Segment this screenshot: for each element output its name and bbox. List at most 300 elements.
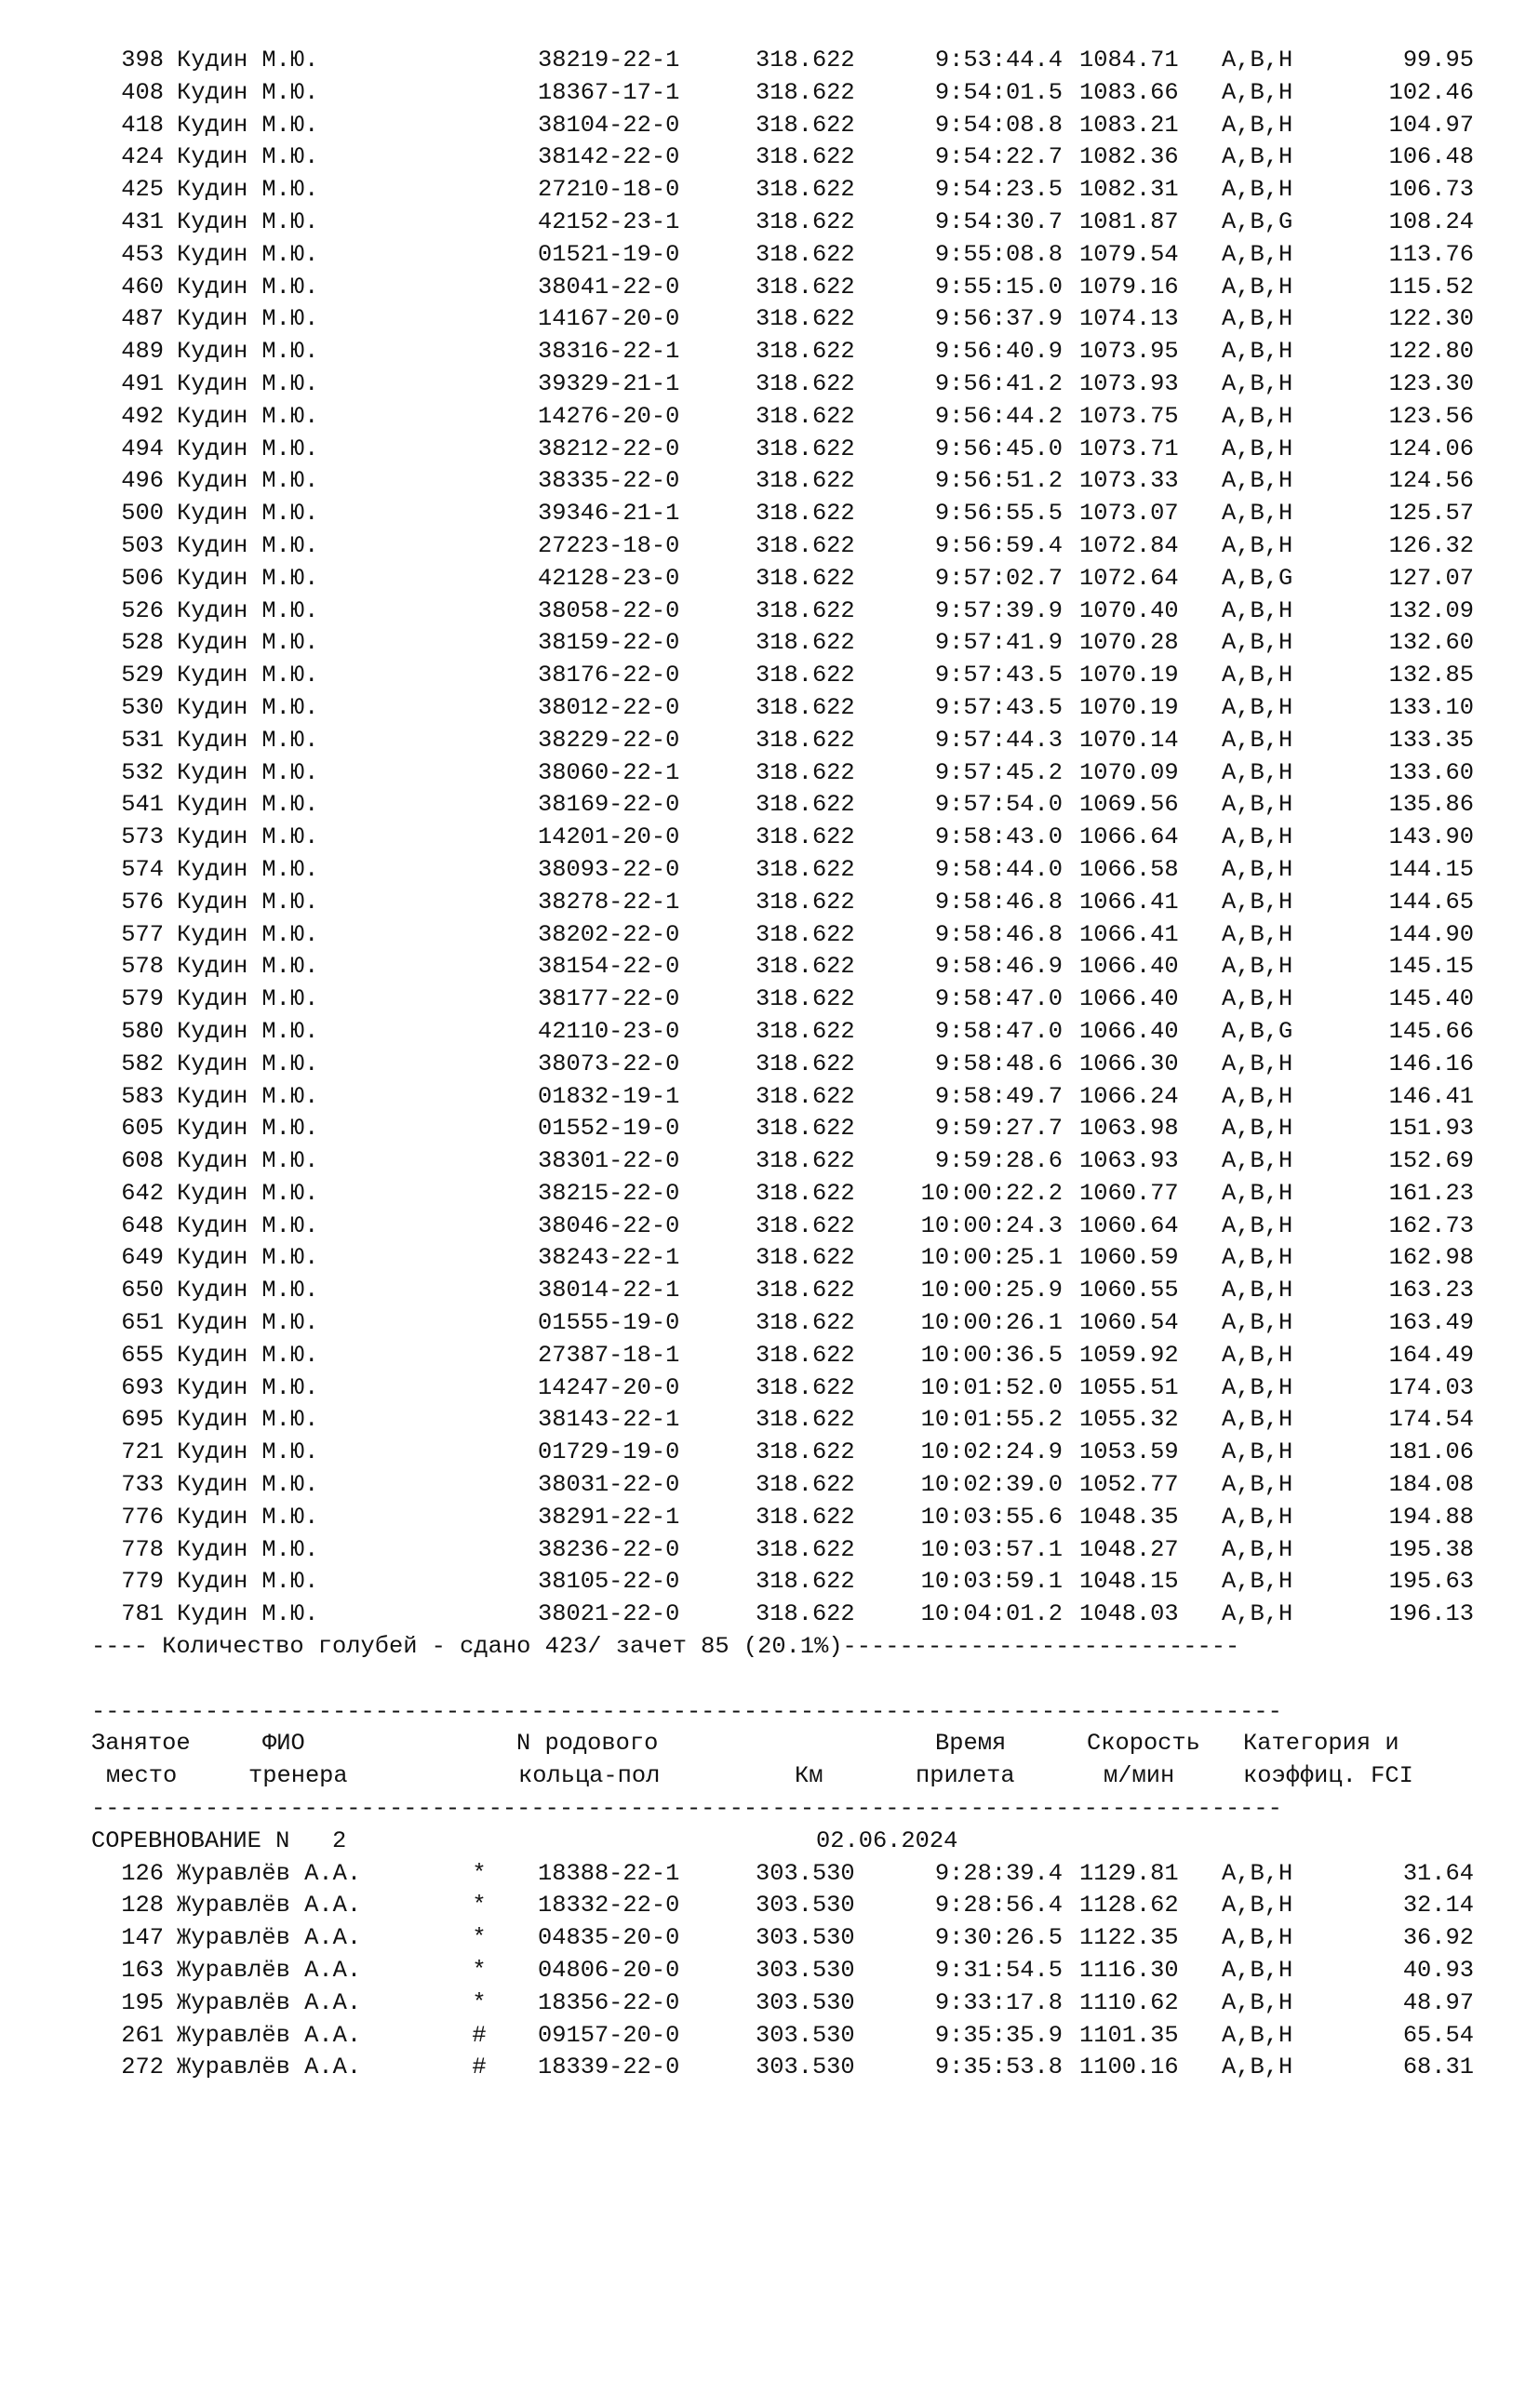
trainer-name-cell: Кудин М.Ю.: [177, 369, 319, 397]
ring-cell: 38041-22-0: [538, 273, 680, 301]
place-cell: 487: [121, 305, 164, 333]
result-row: [0, 368, 1539, 401]
fci-coef-cell: 123.30: [1388, 369, 1474, 397]
km-cell: 318.622: [756, 1471, 855, 1499]
results-group-zhuravlev: [0, 1858, 1539, 2085]
km-cell: 318.622: [756, 78, 855, 106]
result-row: [0, 660, 1539, 692]
category-cell: A,B,H: [1222, 726, 1293, 754]
ring-cell: 38316-22-1: [538, 338, 680, 366]
result-row: [0, 692, 1539, 725]
arrival-time-cell: 10:00:24.3: [920, 1211, 1063, 1239]
arrival-time-cell: 9:59:28.6: [934, 1147, 1063, 1175]
ring-cell: 04806-20-0: [538, 1957, 680, 1985]
km-cell: 318.622: [756, 693, 855, 721]
category-cell: A,B,H: [1222, 693, 1293, 721]
place-cell: 195: [121, 1988, 164, 2016]
fci-coef-cell: 102.46: [1388, 78, 1474, 106]
km-cell: 318.622: [756, 500, 855, 528]
ring-cell: 18332-22-0: [538, 1892, 680, 1920]
place-cell: 721: [121, 1438, 164, 1466]
category-cell: A,B,H: [1222, 1503, 1293, 1531]
km-cell: 318.622: [756, 920, 855, 948]
category-cell: A,B,H: [1222, 1373, 1293, 1401]
km-cell: 303.530: [756, 1859, 855, 1887]
category-cell: A,B,H: [1222, 1892, 1293, 1920]
trainer-name-cell: Кудин М.Ю.: [177, 1082, 319, 1110]
fci-coef-cell: 65.54: [1402, 2021, 1474, 2049]
col-time-header-2: прилета: [916, 1762, 1015, 1790]
speed-cell: 1079.16: [1079, 273, 1179, 301]
trainer-name-cell: Кудин М.Ю.: [177, 1438, 319, 1466]
km-cell: 318.622: [756, 726, 855, 754]
ring-cell: 38058-22-0: [538, 596, 680, 624]
result-row: [0, 1469, 1539, 1502]
trainer-name-cell: Кудин М.Ю.: [177, 791, 319, 819]
trainer-name-cell: Кудин М.Ю.: [177, 435, 319, 462]
result-row: [0, 207, 1539, 239]
fci-coef-cell: 48.97: [1402, 1988, 1474, 2016]
arrival-time-cell: 9:33:17.8: [934, 1988, 1063, 2016]
fci-coef-cell: 132.85: [1388, 662, 1474, 689]
fci-coef-cell: 145.66: [1388, 1017, 1474, 1045]
arrival-time-cell: 9:58:48.6: [934, 1050, 1063, 1077]
ring-cell: 01729-19-0: [538, 1438, 680, 1466]
ring-cell: 38229-22-0: [538, 726, 680, 754]
fci-coef-cell: 126.32: [1388, 531, 1474, 559]
ring-cell: 27210-18-0: [538, 176, 680, 204]
trainer-name-cell: Кудин М.Ю.: [177, 240, 319, 268]
result-row: [0, 757, 1539, 790]
result-row: [0, 1566, 1539, 1599]
place-cell: 460: [121, 273, 164, 301]
arrival-time-cell: 9:58:47.0: [934, 985, 1063, 1013]
result-row: [0, 2020, 1539, 2053]
arrival-time-cell: 9:31:54.5: [934, 1957, 1063, 1985]
place-cell: 128: [121, 1892, 164, 1920]
speed-cell: 1073.71: [1079, 435, 1179, 462]
speed-cell: 1074.13: [1079, 305, 1179, 333]
fci-coef-cell: 108.24: [1388, 207, 1474, 235]
km-cell: 318.622: [756, 240, 855, 268]
result-row: [0, 498, 1539, 530]
km-cell: 318.622: [756, 1406, 855, 1434]
trainer-name-cell: Кудин М.Ю.: [177, 1341, 319, 1369]
category-cell: A,B,H: [1222, 1082, 1293, 1110]
fci-coef-cell: 32.14: [1402, 1892, 1474, 1920]
fci-coef-cell: 145.40: [1388, 985, 1474, 1013]
km-cell: 318.622: [756, 176, 855, 204]
km-cell: 318.622: [756, 1373, 855, 1401]
arrival-time-cell: 9:35:53.8: [934, 2053, 1063, 2081]
trainer-name-cell: Кудин М.Ю.: [177, 338, 319, 366]
result-row: [0, 1145, 1539, 1178]
km-cell: 318.622: [756, 823, 855, 851]
km-cell: 318.622: [756, 273, 855, 301]
trainer-name-cell: Кудин М.Ю.: [177, 1373, 319, 1401]
ring-cell: 38291-22-1: [538, 1503, 680, 1531]
fci-coef-cell: 164.49: [1388, 1341, 1474, 1369]
trainer-name-cell: Кудин М.Ю.: [177, 1406, 319, 1434]
result-row: [0, 919, 1539, 952]
km-cell: 318.622: [756, 1082, 855, 1110]
place-cell: 126: [121, 1859, 164, 1887]
trainer-name-cell: Кудин М.Ю.: [177, 1244, 319, 1272]
speed-cell: 1066.40: [1079, 953, 1179, 981]
km-cell: 318.622: [756, 305, 855, 333]
category-cell: A,B,H: [1222, 467, 1293, 495]
result-row: [0, 1890, 1539, 1922]
category-cell: A,B,H: [1222, 1244, 1293, 1272]
category-cell: A,B,H: [1222, 273, 1293, 301]
arrival-time-cell: 9:54:30.7: [934, 207, 1063, 235]
place-cell: 605: [121, 1115, 164, 1143]
mark-cell: *: [472, 1924, 487, 1952]
place-cell: 418: [121, 111, 164, 139]
speed-cell: 1055.32: [1079, 1406, 1179, 1434]
arrival-time-cell: 9:56:55.5: [934, 500, 1063, 528]
speed-cell: 1073.95: [1079, 338, 1179, 366]
trainer-name-cell: Кудин М.Ю.: [177, 1050, 319, 1077]
fci-coef-cell: 163.23: [1388, 1277, 1474, 1304]
category-cell: A,B,H: [1222, 953, 1293, 981]
trainer-name-cell: Журавлёв А.А.: [177, 1924, 362, 1952]
col-place-header-2: место: [106, 1762, 178, 1790]
speed-cell: 1052.77: [1079, 1471, 1179, 1499]
col-name-header-2: тренера: [248, 1762, 348, 1790]
fci-coef-cell: 125.57: [1388, 500, 1474, 528]
trainer-name-cell: Кудин М.Ю.: [177, 1147, 319, 1175]
category-cell: A,B,H: [1222, 1471, 1293, 1499]
result-row: [0, 1372, 1539, 1405]
arrival-time-cell: 10:00:22.2: [920, 1179, 1063, 1207]
arrival-time-cell: 9:58:46.9: [934, 953, 1063, 981]
trainer-name-cell: Кудин М.Ю.: [177, 758, 319, 786]
trainer-name-cell: Кудин М.Ю.: [177, 726, 319, 754]
trainer-name-cell: Кудин М.Ю.: [177, 1017, 319, 1045]
ring-cell: 38142-22-0: [538, 143, 680, 171]
arrival-time-cell: 9:57:41.9: [934, 629, 1063, 657]
result-row: [0, 887, 1539, 919]
fci-coef-cell: 106.48: [1388, 143, 1474, 171]
fci-coef-cell: 195.38: [1388, 1535, 1474, 1563]
col-place-header-1: Занятое: [91, 1730, 191, 1758]
category-cell: A,B,H: [1222, 758, 1293, 786]
ring-cell: 27223-18-0: [538, 531, 680, 559]
fci-coef-cell: 195.63: [1388, 1568, 1474, 1596]
arrival-time-cell: 9:54:22.7: [934, 143, 1063, 171]
speed-cell: 1060.77: [1079, 1179, 1179, 1207]
speed-cell: 1129.81: [1079, 1859, 1179, 1887]
trainer-name-cell: Журавлёв А.А.: [177, 1892, 362, 1920]
trainer-name-cell: Кудин М.Ю.: [177, 693, 319, 721]
arrival-time-cell: 10:00:25.9: [920, 1277, 1063, 1304]
ring-cell: 38212-22-0: [538, 435, 680, 462]
place-cell: 424: [121, 143, 164, 171]
category-cell: A,B,H: [1222, 78, 1293, 106]
speed-cell: 1083.66: [1079, 78, 1179, 106]
result-row: [0, 1955, 1539, 1987]
arrival-time-cell: 10:00:26.1: [920, 1309, 1063, 1337]
result-row: [0, 434, 1539, 466]
category-cell: A,B,H: [1222, 920, 1293, 948]
fci-coef-cell: 132.60: [1388, 629, 1474, 657]
category-cell: A,B,H: [1222, 338, 1293, 366]
speed-cell: 1110.62: [1079, 1988, 1179, 2016]
ring-cell: 38215-22-0: [538, 1179, 680, 1207]
trainer-name-cell: Кудин М.Ю.: [177, 1179, 319, 1207]
speed-cell: 1070.28: [1079, 629, 1179, 657]
col-ring-header-1: N родового: [516, 1730, 659, 1758]
place-cell: 408: [121, 78, 164, 106]
col-cat-header-1: Категория и: [1243, 1730, 1399, 1758]
ring-cell: 18388-22-1: [538, 1859, 680, 1887]
result-row: [0, 627, 1539, 660]
result-row: [0, 1340, 1539, 1372]
arrival-time-cell: 9:56:45.0: [934, 435, 1063, 462]
fci-coef-cell: 162.98: [1388, 1244, 1474, 1272]
speed-cell: 1070.40: [1079, 596, 1179, 624]
speed-cell: 1083.21: [1079, 111, 1179, 139]
result-row: [0, 725, 1539, 757]
category-cell: A,B,H: [1222, 1277, 1293, 1304]
trainer-name-cell: Кудин М.Ю.: [177, 920, 319, 948]
arrival-time-cell: 9:57:39.9: [934, 596, 1063, 624]
results-sheet: [0, 45, 1539, 2084]
place-cell: 261: [121, 2021, 164, 2049]
mark-cell: #: [472, 2021, 487, 2049]
trainer-name-cell: Кудин М.Ю.: [177, 1115, 319, 1143]
arrival-time-cell: 9:56:40.9: [934, 338, 1063, 366]
result-row: [0, 110, 1539, 142]
km-cell: 318.622: [756, 1309, 855, 1337]
speed-cell: 1048.03: [1079, 1600, 1179, 1628]
ring-cell: 38105-22-0: [538, 1568, 680, 1596]
speed-cell: 1066.40: [1079, 1017, 1179, 1045]
place-cell: 649: [121, 1244, 164, 1272]
speed-cell: 1048.27: [1079, 1535, 1179, 1563]
mark-cell: *: [472, 1988, 487, 2016]
place-cell: 398: [121, 47, 164, 74]
result-row: [0, 141, 1539, 174]
ring-cell: 38021-22-0: [538, 1600, 680, 1628]
fci-coef-cell: 124.56: [1388, 467, 1474, 495]
speed-cell: 1066.64: [1079, 823, 1179, 851]
trainer-name-cell: Кудин М.Ю.: [177, 1471, 319, 1499]
fci-coef-cell: 133.60: [1388, 758, 1474, 786]
ring-cell: 38301-22-0: [538, 1147, 680, 1175]
fci-coef-cell: 127.07: [1388, 564, 1474, 592]
trainer-name-cell: Кудин М.Ю.: [177, 1277, 319, 1304]
place-cell: 532: [121, 758, 164, 786]
ring-cell: 18339-22-0: [538, 2053, 680, 2081]
speed-cell: 1116.30: [1079, 1957, 1179, 1985]
result-row: [0, 1081, 1539, 1114]
km-cell: 318.622: [756, 402, 855, 430]
km-cell: 318.622: [756, 1438, 855, 1466]
col-name-header-1: ФИО: [262, 1730, 305, 1758]
arrival-time-cell: 9:57:43.5: [934, 693, 1063, 721]
km-cell: 318.622: [756, 629, 855, 657]
place-cell: 425: [121, 176, 164, 204]
arrival-time-cell: 10:00:25.1: [920, 1244, 1063, 1272]
trainer-name-cell: Кудин М.Ю.: [177, 1568, 319, 1596]
category-cell: A,B,H: [1222, 823, 1293, 851]
col-ring-header-2: кольца-пол: [518, 1762, 661, 1790]
arrival-time-cell: 9:59:27.7: [934, 1115, 1063, 1143]
category-cell: A,B,H: [1222, 176, 1293, 204]
arrival-time-cell: 9:58:43.0: [934, 823, 1063, 851]
ring-cell: 38031-22-0: [538, 1471, 680, 1499]
header-rule-top: [0, 1696, 1539, 1729]
fci-coef-cell: 31.64: [1402, 1859, 1474, 1887]
speed-cell: 1053.59: [1079, 1438, 1179, 1466]
km-cell: 303.530: [756, 1957, 855, 1985]
place-cell: 776: [121, 1503, 164, 1531]
ring-cell: 42152-23-1: [538, 207, 680, 235]
fci-coef-cell: 124.06: [1388, 435, 1474, 462]
arrival-time-cell: 10:00:36.5: [920, 1341, 1063, 1369]
trainer-name-cell: Кудин М.Ю.: [177, 78, 319, 106]
ring-cell: 38143-22-1: [538, 1406, 680, 1434]
speed-cell: 1072.64: [1079, 564, 1179, 592]
speed-cell: 1060.54: [1079, 1309, 1179, 1337]
speed-cell: 1060.64: [1079, 1211, 1179, 1239]
trainer-name-cell: Кудин М.Ю.: [177, 305, 319, 333]
arrival-time-cell: 9:56:41.2: [934, 369, 1063, 397]
ring-cell: 38154-22-0: [538, 953, 680, 981]
ring-cell: 39329-21-1: [538, 369, 680, 397]
fci-coef-cell: 122.80: [1388, 338, 1474, 366]
category-cell: A,B,H: [1222, 111, 1293, 139]
km-cell: 318.622: [756, 791, 855, 819]
arrival-time-cell: 10:02:24.9: [920, 1438, 1063, 1466]
ring-cell: 01521-19-0: [538, 240, 680, 268]
category-cell: A,B,H: [1222, 1924, 1293, 1952]
result-row: [0, 1178, 1539, 1211]
arrival-time-cell: 9:56:44.2: [934, 402, 1063, 430]
ring-cell: 09157-20-0: [538, 2021, 680, 2049]
speed-cell: 1073.33: [1079, 467, 1179, 495]
result-row: [0, 1404, 1539, 1437]
ring-cell: 38159-22-0: [538, 629, 680, 657]
category-cell: A,B,H: [1222, 402, 1293, 430]
trainer-name-cell: Кудин М.Ю.: [177, 402, 319, 430]
trainer-name-cell: Журавлёв А.А.: [177, 2053, 362, 2081]
ring-cell: 42110-23-0: [538, 1017, 680, 1045]
speed-cell: 1066.41: [1079, 920, 1179, 948]
place-cell: 583: [121, 1082, 164, 1110]
mark-cell: *: [472, 1957, 487, 1985]
result-row: [0, 983, 1539, 1016]
column-header-line-1: [0, 1728, 1539, 1760]
fci-coef-cell: 135.86: [1388, 791, 1474, 819]
ring-cell: 18356-22-0: [538, 1988, 680, 2016]
place-cell: 695: [121, 1406, 164, 1434]
place-cell: 651: [121, 1309, 164, 1337]
fci-coef-cell: 132.09: [1388, 596, 1474, 624]
fci-coef-cell: 174.03: [1388, 1373, 1474, 1401]
fci-coef-cell: 194.88: [1388, 1503, 1474, 1531]
category-cell: A,B,H: [1222, 1535, 1293, 1563]
trainer-name-cell: Кудин М.Ю.: [177, 855, 319, 883]
place-cell: 578: [121, 953, 164, 981]
speed-cell: 1060.59: [1079, 1244, 1179, 1272]
fci-coef-cell: 133.35: [1388, 726, 1474, 754]
place-cell: 781: [121, 1600, 164, 1628]
place-cell: 648: [121, 1211, 164, 1239]
fci-coef-cell: 36.92: [1402, 1924, 1474, 1952]
km-cell: 318.622: [756, 143, 855, 171]
km-cell: 318.622: [756, 1568, 855, 1596]
ring-cell: 14276-20-0: [538, 402, 680, 430]
speed-cell: 1073.93: [1079, 369, 1179, 397]
category-cell: A,B,H: [1222, 1050, 1293, 1077]
fci-coef-cell: 163.49: [1388, 1309, 1474, 1337]
place-cell: 163: [121, 1957, 164, 1985]
fci-coef-cell: 174.54: [1388, 1406, 1474, 1434]
km-cell: 318.622: [756, 207, 855, 235]
ring-cell: 01832-19-1: [538, 1082, 680, 1110]
km-cell: 318.622: [756, 1503, 855, 1531]
arrival-time-cell: 10:04:01.2: [920, 1600, 1063, 1628]
category-cell: A,B,H: [1222, 47, 1293, 74]
km-cell: 318.622: [756, 1050, 855, 1077]
arrival-time-cell: 9:54:01.5: [934, 78, 1063, 106]
arrival-time-cell: 9:58:46.8: [934, 888, 1063, 916]
category-cell: A,B,H: [1222, 1115, 1293, 1143]
place-cell: 577: [121, 920, 164, 948]
speed-cell: 1072.84: [1079, 531, 1179, 559]
ring-cell: 14201-20-0: [538, 823, 680, 851]
arrival-time-cell: 9:30:26.5: [934, 1924, 1063, 1952]
place-cell: 573: [121, 823, 164, 851]
col-speed-header-2: м/мин: [1104, 1762, 1175, 1790]
trainer-name-cell: Кудин М.Ю.: [177, 273, 319, 301]
result-row: [0, 1534, 1539, 1567]
category-cell: A,B,H: [1222, 1988, 1293, 2016]
category-cell: A,B,H: [1222, 2021, 1293, 2049]
km-cell: 318.622: [756, 1341, 855, 1369]
km-cell: 318.622: [756, 953, 855, 981]
km-cell: 318.622: [756, 888, 855, 916]
speed-cell: 1100.16: [1079, 2053, 1179, 2081]
result-row: [0, 239, 1539, 272]
fci-coef-cell: 133.10: [1388, 693, 1474, 721]
result-row: [0, 563, 1539, 595]
fci-coef-cell: 144.90: [1388, 920, 1474, 948]
trainer-name-cell: Кудин М.Ю.: [177, 629, 319, 657]
col-cat-header-2: коэффиц. FCI: [1243, 1762, 1413, 1790]
arrival-time-cell: 9:54:08.8: [934, 111, 1063, 139]
fci-coef-cell: 122.30: [1388, 305, 1474, 333]
fci-coef-cell: 162.73: [1388, 1211, 1474, 1239]
km-cell: 318.622: [756, 1277, 855, 1304]
spacer: [0, 1664, 1539, 1696]
competition-title: СОРЕВНОВАНИЕ N 2: [91, 1826, 347, 1854]
result-row: [0, 1437, 1539, 1469]
result-row: [0, 1922, 1539, 1955]
category-cell: A,B,G: [1222, 564, 1293, 592]
km-cell: 303.530: [756, 1988, 855, 2016]
arrival-time-cell: 9:35:35.9: [934, 2021, 1063, 2049]
fci-coef-cell: 144.65: [1388, 888, 1474, 916]
category-cell: A,B,H: [1222, 791, 1293, 819]
category-cell: A,B,H: [1222, 855, 1293, 883]
place-cell: 733: [121, 1471, 164, 1499]
trainer-name-cell: Кудин М.Ю.: [177, 176, 319, 204]
speed-cell: 1070.19: [1079, 693, 1179, 721]
